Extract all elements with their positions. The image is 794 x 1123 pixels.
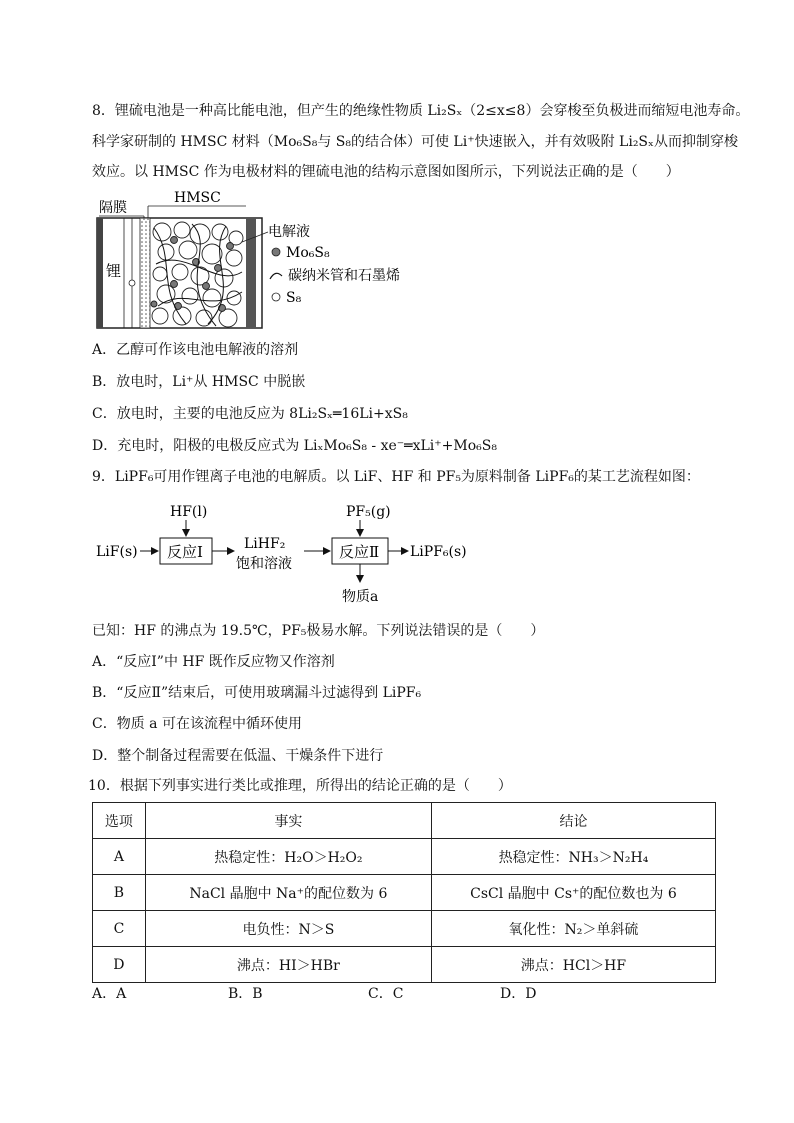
q9-option-a: A．“反应Ⅰ”中 HF 既作反应物又作溶剂: [92, 654, 335, 670]
table-header-row: [93, 803, 716, 839]
table-cell: A: [93, 839, 146, 875]
q8-option-d: D．充电时，阳极的电极反应式为 LiₓMo₆S₈ - xe⁻═xLi⁺+Mo₆S₈: [92, 438, 497, 454]
q9-stem-line2: 已知：HF 的沸点为 19.5℃，PF₅极易水解。下列说法错误的是（ ）: [92, 623, 545, 639]
q8-stem-line2: 科学家研制的 HMSC 材料（Mo₆S₈与 S₈的结合体）可使 Li⁺快速嵌入，并有效吸附 Li₂Sₓ从而抑制穿梭: [92, 134, 738, 150]
q9-option-d: D．整个制备过程需要在低温、干燥条件下进行: [92, 748, 384, 764]
mo6s8-legend-icon: [272, 248, 280, 256]
lihf2-label: LiHF₂: [244, 536, 286, 552]
table-cell: CsCl 晶胞中 Cs⁺的配位数也为 6: [431, 875, 715, 911]
process-flow-diagram: [92, 498, 472, 608]
table-row: [93, 911, 716, 947]
table-row: [93, 875, 716, 911]
battery-diagram: [96, 188, 426, 333]
table-header-cell: 结论: [431, 803, 715, 839]
q9-option-c: C．物质 a 可在该流程中循环使用: [92, 716, 302, 732]
product-label: LiPF₆(s): [410, 544, 467, 560]
flow-start-label: LiF(s): [96, 544, 138, 560]
q9-option-b: B．“反应Ⅱ”结束后，可使用玻璃漏斗过滤得到 LiPF₆: [92, 685, 422, 701]
q8-stem-line3: 效应。以 HMSC 作为电极材料的锂硫电池的结构示意图如图所示，下列说法正确的是（ ）: [92, 164, 680, 180]
q10-choice-c: C．C: [368, 986, 404, 1002]
reaction-2-label: 反应Ⅱ: [339, 543, 380, 561]
table-cell: C: [93, 911, 146, 947]
reaction-1-label: 反应Ⅰ: [167, 543, 203, 561]
mo6s8-label: Mo₆S₈: [286, 245, 330, 261]
s8-legend-icon: [272, 293, 280, 301]
separator-label: 隔膜: [99, 200, 127, 216]
q8-option-b: B．放电时，Li⁺从 HMSC 中脱嵌: [92, 374, 306, 390]
table-cell: B: [93, 875, 146, 911]
table-cell: 沸点：HCl＞HF: [431, 947, 715, 983]
cnt-legend-icon: [270, 273, 282, 279]
separator: [140, 218, 150, 328]
table-cell: NaCl 晶胞中 Na⁺的配位数为 6: [145, 875, 431, 911]
table-header-cell: 选项: [93, 803, 146, 839]
table-cell: 热稳定性：NH₃＞N₂H₄: [431, 839, 715, 875]
table-row: [93, 947, 716, 983]
hmsc-label: HMSC: [174, 190, 221, 206]
table-cell: 热稳定性：H₂O＞H₂O₂: [145, 839, 431, 875]
reagent-pf5-label: PF₅(g): [346, 504, 391, 520]
q10-choice-d: D．D: [500, 986, 537, 1002]
byproduct-label: 物质a: [342, 589, 379, 605]
saturated-solution-label: 饱和溶液: [236, 556, 292, 572]
q10-choice-b: B．B: [228, 986, 263, 1002]
q10-choice-a: A．A: [92, 986, 127, 1002]
s8-label: S₈: [286, 290, 302, 306]
lithium-label: 锂: [106, 262, 122, 280]
left-plate: [97, 218, 103, 328]
q10-stem: 10．根据下列事实进行类比或推理，所得出的结论正确的是（ ）: [88, 778, 512, 794]
q10-table: [92, 802, 716, 983]
right-plate: [246, 218, 256, 328]
electrolyte-label: 电解液: [268, 224, 310, 240]
table-cell: 氧化性：N₂＞单斜硫: [431, 911, 715, 947]
table-cell: 沸点：HI＞HBr: [145, 947, 431, 983]
q8-stem-line1: 8．锂硫电池是一种高比能电池，但产生的绝缘性物质 Li₂Sₓ（2≤x≤8）会穿梭至负极进而缩短电池寿命。: [92, 103, 750, 119]
cnt-label: 碳纳米管和石墨烯: [288, 268, 400, 284]
table-header-cell: 事实: [145, 803, 431, 839]
table-cell: D: [93, 947, 146, 983]
table-row: [93, 839, 716, 875]
q9-stem-line1: 9．LiPF₆可用作锂离子电池的电解质。以 LiF、HF 和 PF₅为原料制备 LiPF₆的某工艺流程如图：: [92, 469, 700, 485]
reagent-hf-label: HF(l): [170, 504, 208, 520]
q8-option-a: A．乙醇可作该电池电解液的溶剂: [92, 342, 299, 358]
table-cell: 电负性：N＞S: [145, 911, 431, 947]
q8-option-c: C．放电时，主要的电池反应为 8Li₂Sₓ═16Li+xS₈: [92, 406, 408, 422]
